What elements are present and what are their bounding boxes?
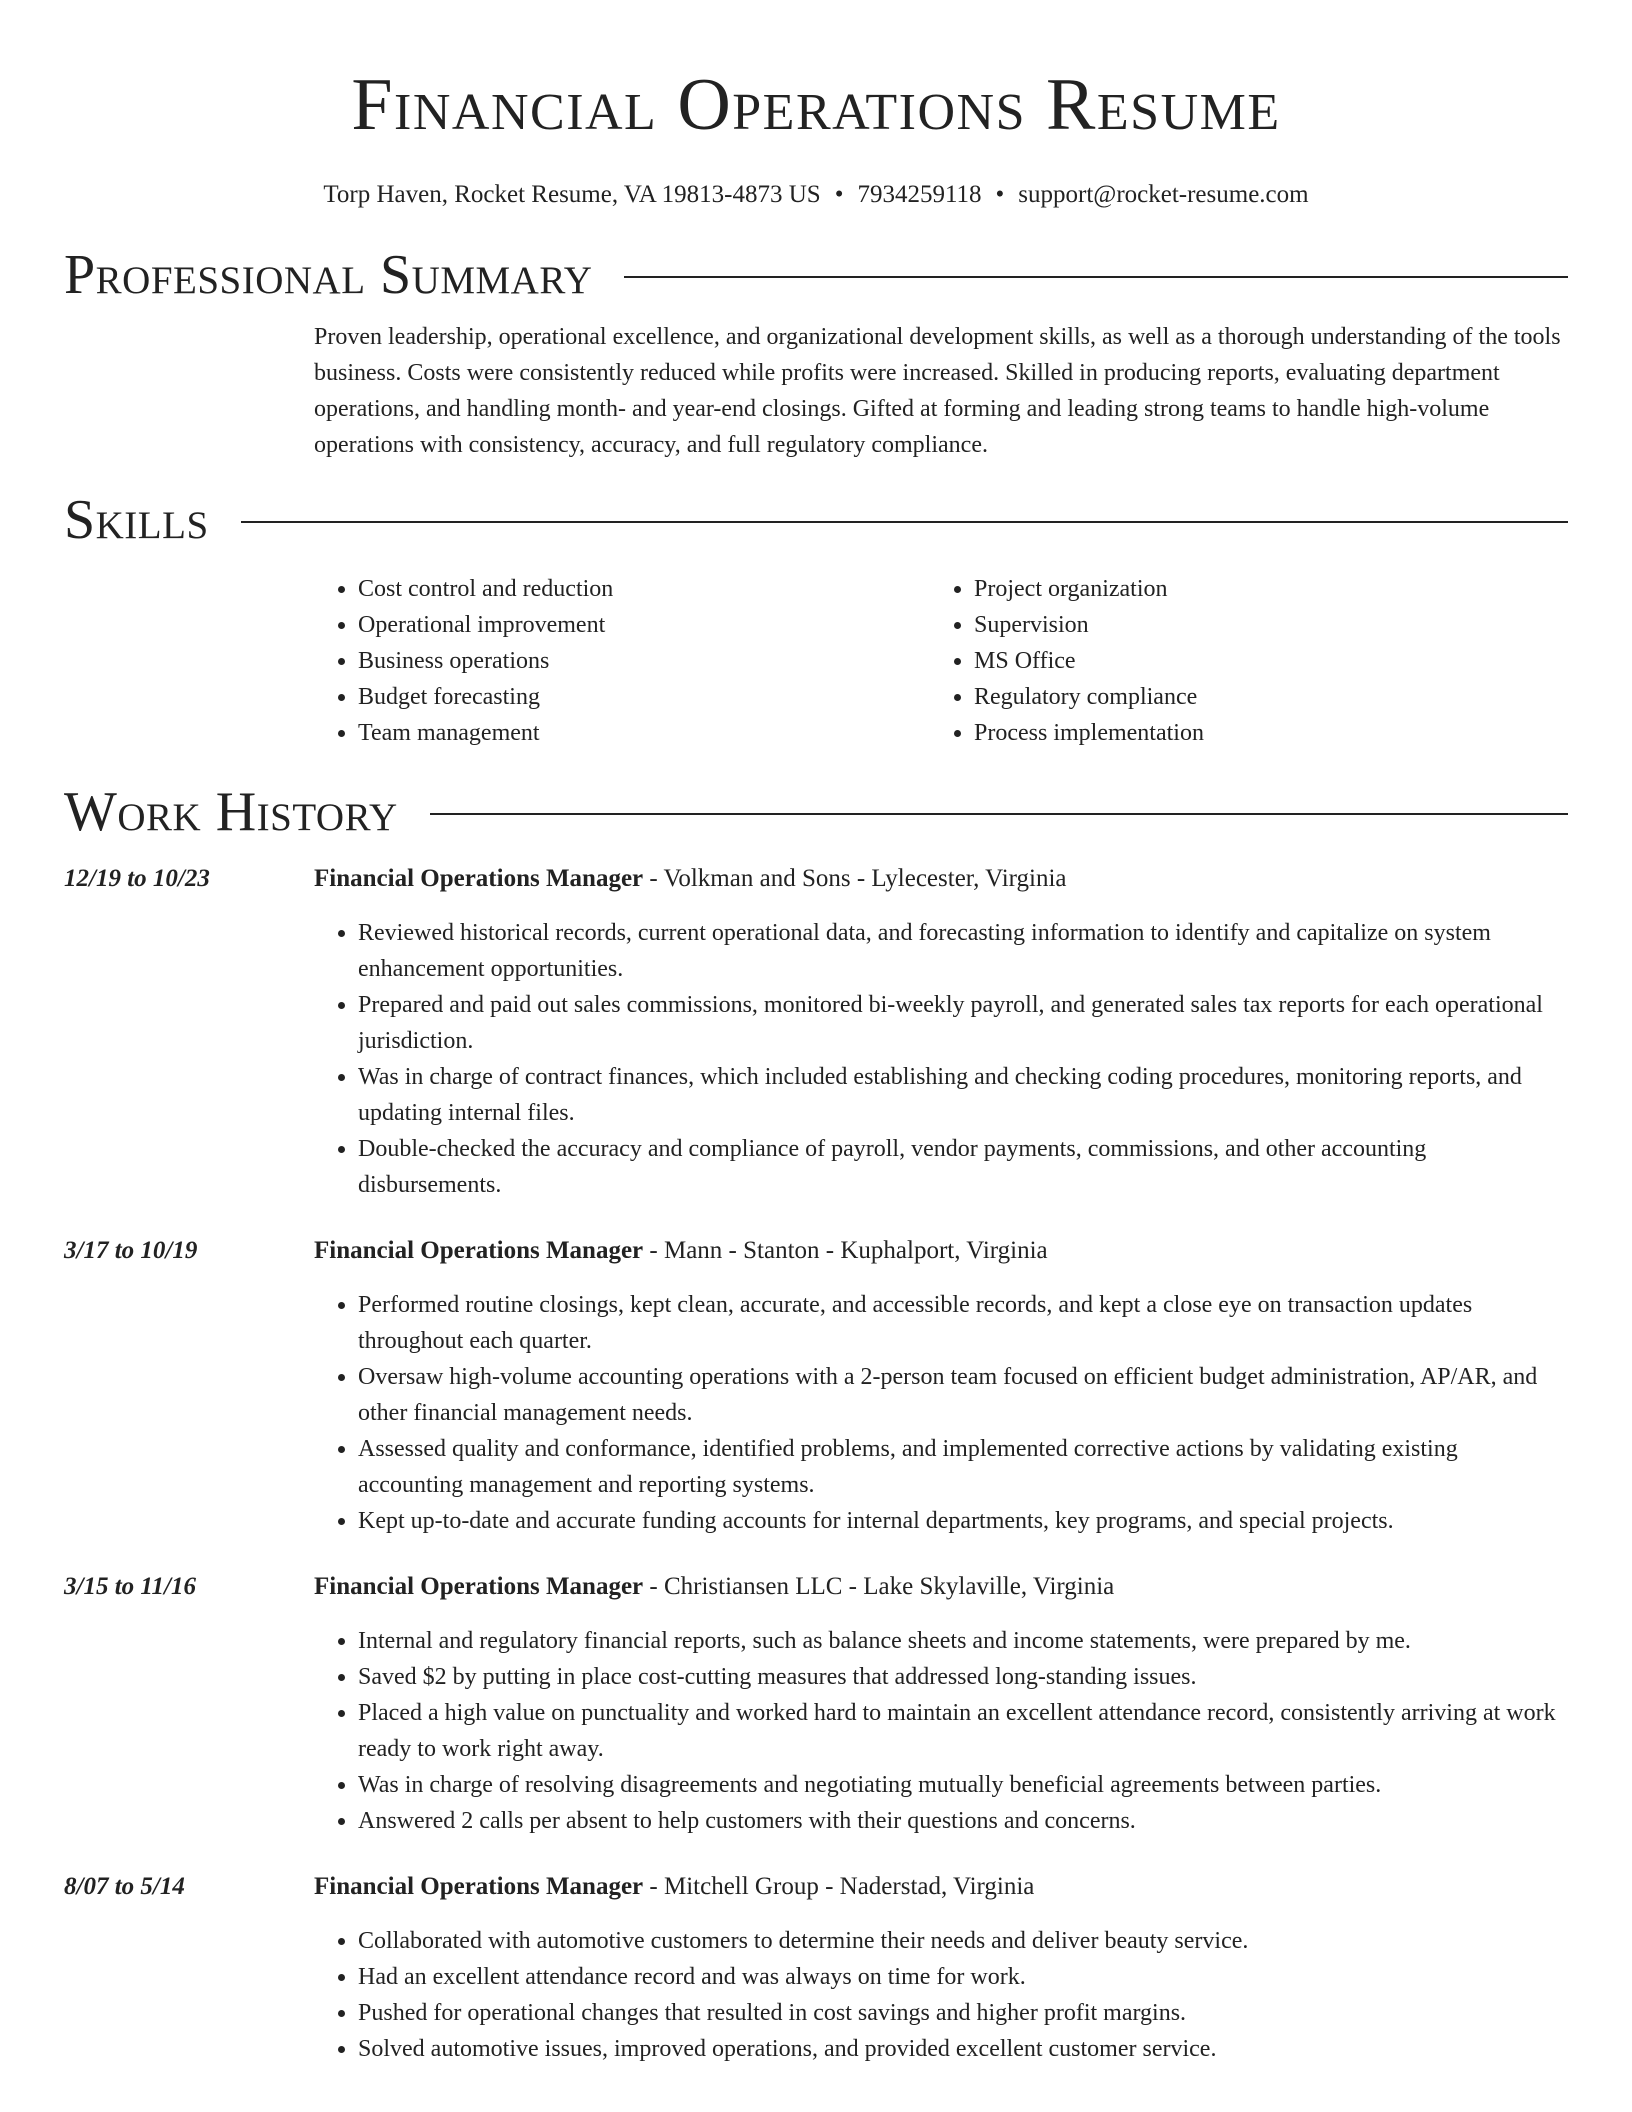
skills-section-header bbox=[64, 489, 1568, 551]
summary-section-header bbox=[64, 244, 1568, 306]
job-bullet: • Answered 2 calls per absent to help customers with their questions and concerns. bbox=[358, 1803, 1568, 1839]
job-title-line bbox=[314, 861, 1568, 897]
skill-item: • Supervision bbox=[974, 607, 1204, 643]
skill-item: • Budget forecasting bbox=[358, 679, 930, 715]
section-divider bbox=[624, 276, 1568, 278]
job-bullet: • Had an excellent attendance record and was always on time for work. bbox=[358, 1959, 1568, 1995]
skill-item: • MS Office bbox=[974, 643, 1204, 679]
contact-email: support@rocket-resume.com bbox=[1018, 181, 1309, 208]
job-bullet: • Assessed quality and conformance, identified problems, and implemented corrective actions by validating existing accounting management and reporting systems. bbox=[358, 1431, 1568, 1503]
job-bullet: • Oversaw high-volume accounting operations with a 2-person team focused on efficient budget administration, AP/AR, and other financial management needs. bbox=[358, 1359, 1568, 1431]
job-title-line bbox=[314, 1569, 1568, 1605]
job-entry bbox=[64, 1869, 1568, 2067]
work-section-header bbox=[64, 781, 1568, 843]
job-title: Financial Operations Manager bbox=[314, 865, 644, 892]
job-title-line bbox=[314, 1869, 1568, 1905]
job-bullet: • Kept up-to-date and accurate funding accounts for internal departments, key programs, and special projects. bbox=[358, 1503, 1568, 1539]
skills-list bbox=[314, 571, 1568, 751]
contact-address: Torp Haven, Rocket Resume, VA 19813-4873 US bbox=[323, 181, 821, 208]
job-dates: 12/19 to 10/23 bbox=[64, 865, 210, 892]
skills-column-left bbox=[314, 571, 930, 751]
skill-item: • Regulatory compliance bbox=[974, 679, 1204, 715]
job-bullet: • Internal and regulatory financial reports, such as balance sheets and income statements, were prepared by me. bbox=[358, 1623, 1568, 1659]
contact-separator: • bbox=[995, 181, 1005, 208]
job-company: - Mitchell Group - Naderstad, Virginia bbox=[643, 1873, 1035, 1900]
work-heading: Work History bbox=[64, 781, 398, 843]
job-dates: 8/07 to 5/14 bbox=[64, 1873, 185, 1900]
job-bullets bbox=[314, 1287, 1568, 1539]
job-company: - Mann - Stanton - Kuphalport, Virginia bbox=[643, 1237, 1048, 1264]
job-bullet: • Performed routine closings, kept clean, accurate, and accessible records, and kept a close eye on transaction updates throughout each quarter. bbox=[358, 1287, 1568, 1359]
job-bullet: • Collaborated with automotive customers to determine their needs and deliver beauty service. bbox=[358, 1923, 1568, 1959]
job-bullet: • Pushed for operational changes that resulted in cost savings and higher profit margins. bbox=[358, 1995, 1568, 2031]
section-divider bbox=[241, 521, 1568, 523]
job-details bbox=[314, 861, 1568, 1203]
job-bullet: • Solved automotive issues, improved operations, and provided excellent customer service. bbox=[358, 2031, 1568, 2067]
job-title: Financial Operations Manager bbox=[314, 1237, 644, 1264]
job-title: Financial Operations Manager bbox=[314, 1573, 644, 1600]
contact-separator: • bbox=[834, 181, 844, 208]
contact-line bbox=[64, 180, 1568, 210]
job-entry bbox=[64, 1233, 1568, 1539]
skills-column-right bbox=[930, 571, 1204, 751]
job-title: Financial Operations Manager bbox=[314, 1873, 644, 1900]
job-bullet: • Double-checked the accuracy and compliance of payroll, vendor payments, commissions, and other accounting disbursements. bbox=[358, 1131, 1568, 1203]
skill-item: • Team management bbox=[358, 715, 930, 751]
job-bullet: • Prepared and paid out sales commissions, monitored bi-weekly payroll, and generated sales tax reports for each operational jurisdiction. bbox=[358, 987, 1568, 1059]
summary-text: Proven leadership, operational excellence, and organizational development skills, as well as a thorough understanding of the tools business. Costs were consistently reduced while profits were increased. Skilled in producing reports, evaluating department operations, and handling month- and year-end closings. Gifted at forming and leading strong teams to handle high-volume operations with consistency, accuracy, and full regulatory compliance. bbox=[314, 324, 1561, 458]
job-details bbox=[314, 1233, 1568, 1539]
job-title-line bbox=[314, 1233, 1568, 1269]
skill-item: • Project organization bbox=[974, 571, 1204, 607]
job-bullet: • Was in charge of resolving disagreements and negotiating mutually beneficial agreements between parties. bbox=[358, 1767, 1568, 1803]
skills-heading: Skills bbox=[64, 489, 209, 551]
skill-item: • Cost control and reduction bbox=[358, 571, 930, 607]
job-bullet: • Reviewed historical records, current operational data, and forecasting information to identify and capitalize on system enhancement opportunities. bbox=[358, 915, 1568, 987]
job-entry bbox=[64, 1569, 1568, 1839]
job-dates: 3/15 to 11/16 bbox=[64, 1573, 196, 1600]
job-dates: 3/17 to 10/19 bbox=[64, 1237, 198, 1264]
job-bullet: • Placed a high value on punctuality and worked hard to maintain an excellent attendance record, consistently arriving at work ready to work right away. bbox=[358, 1695, 1568, 1767]
job-bullets bbox=[314, 1623, 1568, 1839]
skill-item: • Process implementation bbox=[974, 715, 1204, 751]
job-company: - Volkman and Sons - Lylecester, Virginia bbox=[643, 865, 1067, 892]
skill-item: • Business operations bbox=[358, 643, 930, 679]
contact-phone: 7934259118 bbox=[857, 181, 982, 208]
resume-title: Financial Operations Resume bbox=[351, 64, 1281, 146]
job-bullets bbox=[314, 1923, 1568, 2067]
section-divider bbox=[430, 813, 1568, 815]
job-bullets bbox=[314, 915, 1568, 1203]
job-entry bbox=[64, 861, 1568, 1203]
job-details bbox=[314, 1869, 1568, 2067]
summary-heading: Professional Summary bbox=[64, 244, 593, 306]
job-company: - Christiansen LLC - Lake Skylaville, Virginia bbox=[643, 1573, 1115, 1600]
job-bullet: • Was in charge of contract finances, which included establishing and checking coding procedures, monitoring reports, and updating internal files. bbox=[358, 1059, 1568, 1131]
job-bullet: • Saved $2 by putting in place cost-cutting measures that addressed long-standing issues. bbox=[358, 1659, 1568, 1695]
skill-item: • Operational improvement bbox=[358, 607, 930, 643]
job-details bbox=[314, 1569, 1568, 1839]
